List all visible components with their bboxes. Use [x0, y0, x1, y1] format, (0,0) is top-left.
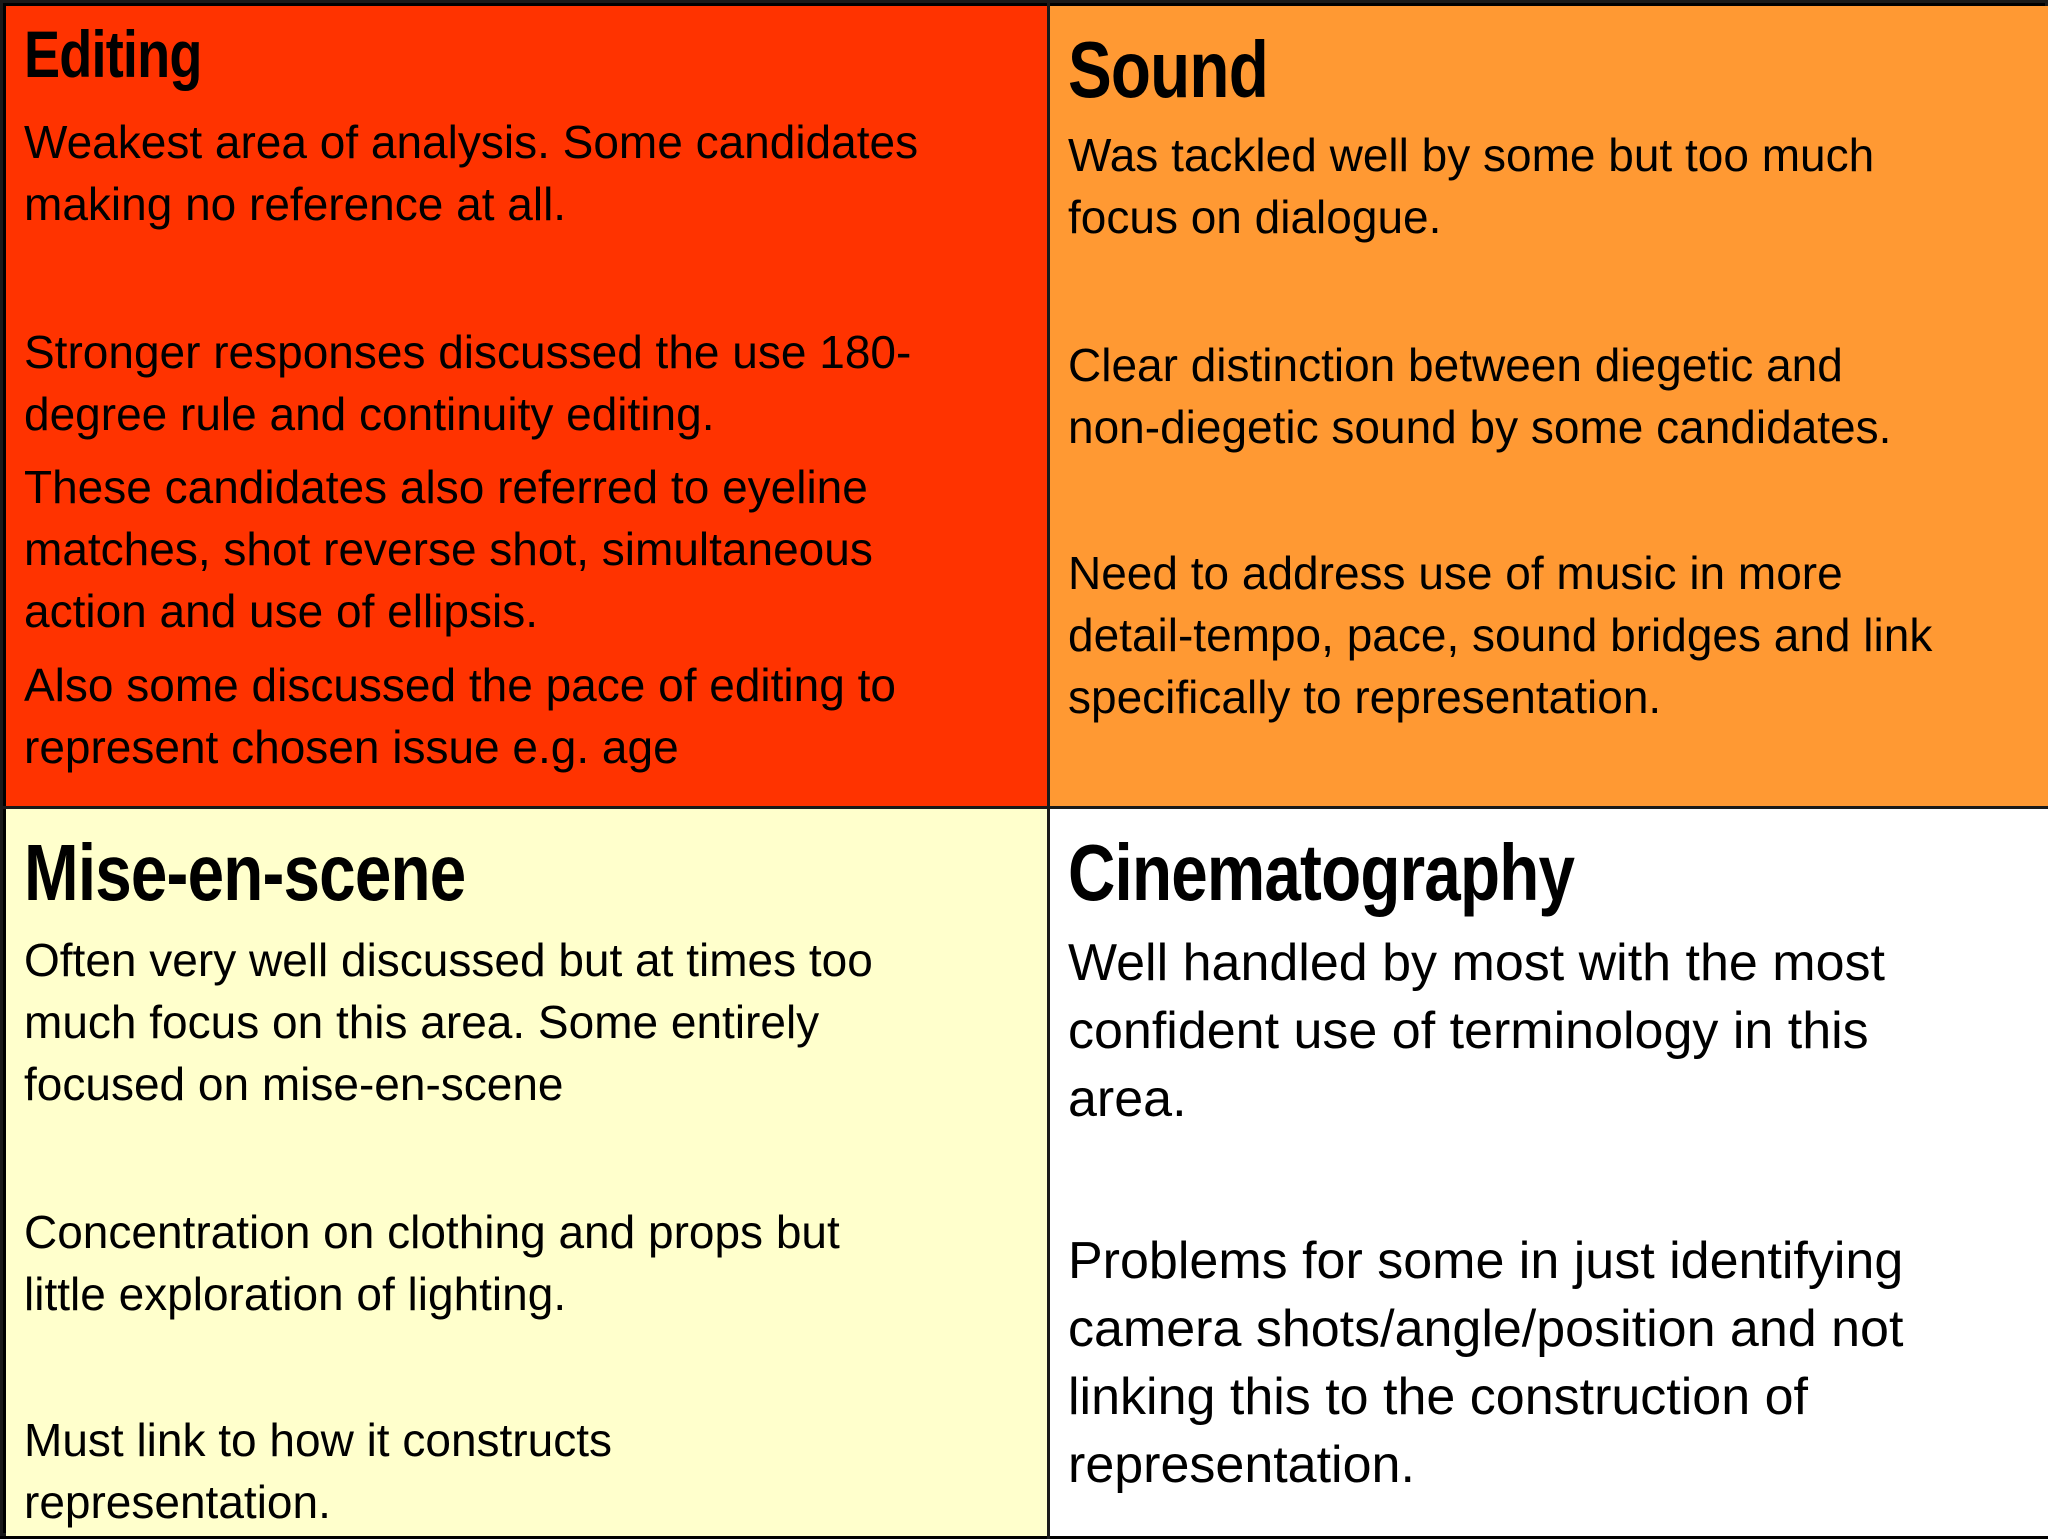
mise-en-scene-heading: Mise-en-scene [24, 828, 466, 917]
editing-paragraph: Stronger responses discussed the use 180- degree rule and continuity editing. [24, 326, 912, 440]
cinematography-heading: Cinematography [1068, 828, 1575, 917]
horizontal-divider [3, 806, 2048, 809]
mise-en-scene-paragraph: Concentration on clothing and props but little exploration of lighting. [24, 1206, 840, 1320]
vertical-divider [1047, 3, 1050, 1539]
mise-en-scene-paragraph: Must link to how it constructs representation. [24, 1414, 612, 1528]
sound-paragraph: Clear distinction between diegetic and non-diegetic sound by some candidates. [1068, 339, 1892, 453]
cinematography-panel [1050, 809, 2048, 1536]
editing-panel [6, 6, 1047, 806]
editing-paragraph: Weakest area of analysis. Some candidates making no reference at all. [24, 116, 919, 230]
editing-paragraph: Also some discussed the pace of editing to represent chosen issue e.g. age [24, 659, 896, 773]
mise-en-scene-paragraph: Often very well discussed but at times too much focus on this area. Some entirely focused on mise-en-scene [24, 934, 873, 1110]
mise-en-scene-panel [6, 809, 1047, 1536]
sound-heading: Sound [1068, 25, 1268, 114]
sound-paragraph: Need to address use of music in more detail-tempo, pace, sound bridges and link specifically to representation. [1068, 547, 1933, 723]
editing-paragraph: These candidates also referred to eyeline matches, shot reverse shot, simultaneous action and use of ellipsis. [24, 461, 873, 637]
cinematography-paragraph: Problems for some in just identifying camera shots/angle/position and not linking this to the construction of representation. [1068, 1232, 1904, 1494]
sound-paragraph: Was tackled well by some but too much focus on dialogue. [1068, 129, 1875, 243]
editing-heading: Editing [24, 17, 202, 91]
cinematography-paragraph: Well handled by most with the most confident use of terminology in this area. [1068, 934, 1885, 1128]
sound-panel [1050, 6, 2048, 806]
